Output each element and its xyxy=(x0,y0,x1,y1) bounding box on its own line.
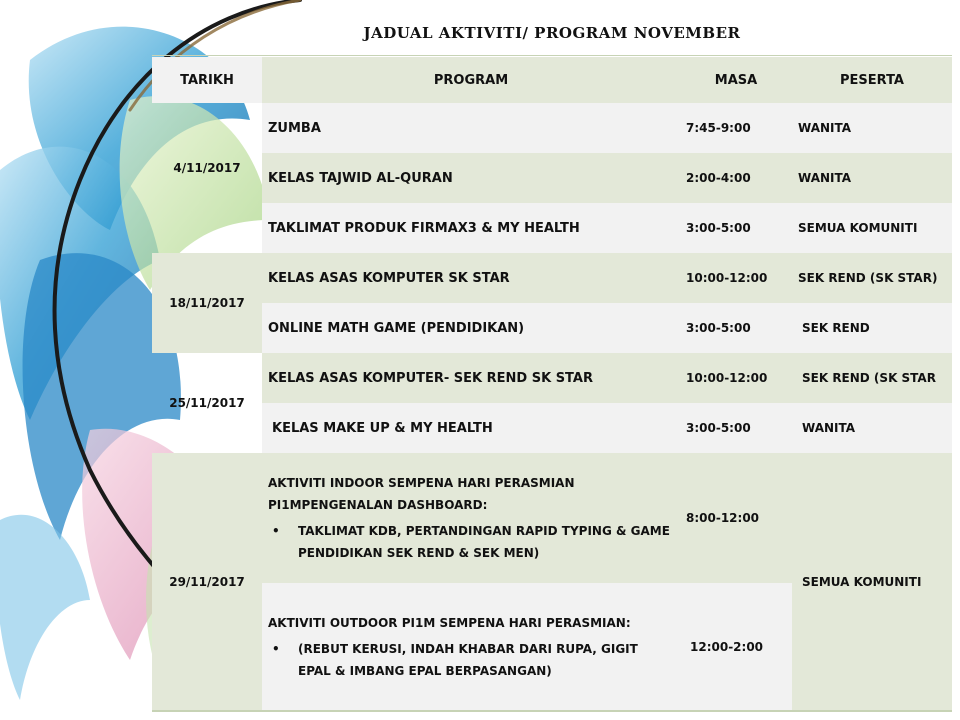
masa-cell: 3:00-5:00 xyxy=(680,203,792,253)
program-cell xyxy=(262,453,680,583)
program-cell: ZUMBA xyxy=(262,103,680,153)
masa-cell: 3:00-5:00 xyxy=(680,303,792,353)
header-peserta: PESERTA xyxy=(792,57,952,103)
program-line: PI1MPENGENALAN DASHBOARD: xyxy=(268,498,488,512)
masa-cell: 10:00-12:00 xyxy=(680,353,792,403)
header-program: PROGRAM xyxy=(262,57,680,103)
masa-cell: 3:00-5:00 xyxy=(680,403,792,453)
masa-cell: 2:00-4:00 xyxy=(680,153,792,203)
program-cell: ONLINE MATH GAME (PENDIDIKAN) xyxy=(262,303,680,353)
program-bullet: • TAKLIMAT KDB, PERTANDINGAN RAPID TYPING & GAME PENDIDIKAN SEK REND & SEK MEN) xyxy=(268,520,670,564)
peserta-cell: SEK REND xyxy=(792,303,952,353)
program-cell: KELAS TAJWID AL-QURAN xyxy=(262,153,680,203)
masa-cell: 8:00-12:00 xyxy=(680,453,792,583)
program-cell: KELAS ASAS KOMPUTER SK STAR xyxy=(262,253,680,303)
program-bullet-list xyxy=(268,520,670,564)
program-cell xyxy=(262,583,680,710)
date-cell: 25/11/2017 xyxy=(169,396,245,410)
program-cell: KELAS MAKE UP & MY HEALTH xyxy=(262,403,680,453)
program-bullet: • (REBUT KERUSI, INDAH KHABAR DARI RUPA, GIGIT EPAL & IMBANG EPAL BERPASANGAN) xyxy=(268,638,670,682)
title-divider xyxy=(152,55,952,56)
peserta-cell: SEK REND (SK STAR xyxy=(792,353,952,403)
program-bullet-list xyxy=(268,638,670,682)
peserta-cell: WANITA xyxy=(792,153,952,203)
masa-cell: 10:00-12:00 xyxy=(680,253,792,303)
program-line: AKTIVITI INDOOR SEMPENA HARI PERASMIAN xyxy=(268,476,575,490)
peserta-cell: SEMUA KOMUNITI xyxy=(792,453,952,710)
header-masa: MASA xyxy=(680,57,792,103)
program-cell: KELAS ASAS KOMPUTER- SEK REND SK STAR xyxy=(262,353,680,403)
peserta-cell: WANITA xyxy=(792,403,952,453)
program-line: AKTIVITI OUTDOOR PI1M SEMPENA HARI PERASMIAN: xyxy=(268,615,631,630)
table-bottom-divider xyxy=(152,710,952,712)
masa-cell: 7:45-9:00 xyxy=(680,103,792,153)
page-title: JADUAL AKTIVITI/ PROGRAM NOVEMBER xyxy=(363,24,741,42)
peserta-cell: SEK REND (SK STAR) xyxy=(792,253,952,303)
masa-cell: 12:00-2:00 xyxy=(680,583,792,710)
date-cell: 29/11/2017 xyxy=(152,453,262,710)
program-cell: TAKLIMAT PRODUK FIRMAX3 & MY HEALTH xyxy=(262,203,680,253)
peserta-cell: WANITA xyxy=(792,103,952,153)
date-cell: 4/11/2017 xyxy=(173,161,241,175)
peserta-cell: SEMUA KOMUNITI xyxy=(792,203,952,253)
header-tarikh: TARIKH xyxy=(152,57,262,103)
date-cell: 18/11/2017 xyxy=(152,253,262,353)
